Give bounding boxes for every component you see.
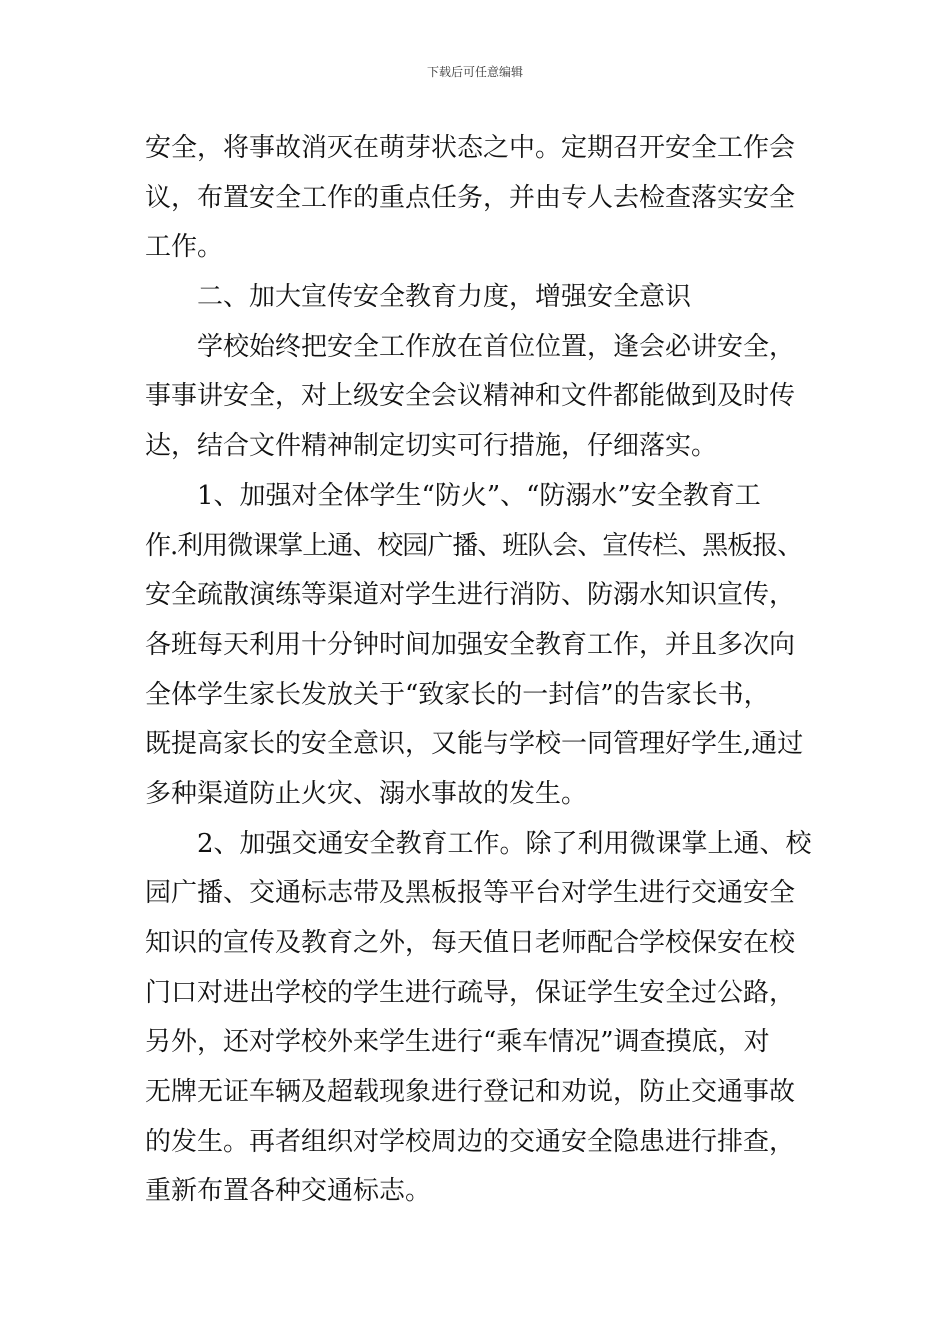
text-line: 重新布置各种交通标志。	[145, 1176, 432, 1207]
text-line: 达，结合文件精神制定切实可行措施，仔细落实。	[145, 431, 718, 462]
text-line: 全体学生家长发放关于“致家长的一封信”的告家长书，	[145, 679, 770, 710]
text-line: 无牌无证车辆及超载现象进行登记和劝说，防止交通事故	[145, 1077, 796, 1108]
text-line: 另外，还对学校外来学生进行“乘车情况”调查摸底，对	[145, 1027, 770, 1058]
text-line: 学校始终把安全工作放在首位位置，逢会必讲安全，	[197, 331, 796, 362]
text-line: 安全疏散演练等渠道对学生进行消防、防溺水知识宣传，	[145, 580, 796, 611]
text-line: 2、加强交通安全教育工作。除了利用微课掌上通、校	[197, 828, 812, 859]
text-line: 的发生。再者组织对学校周边的交通安全隐患进行排查，	[145, 1126, 796, 1157]
section-heading: 二、加大宣传安全教育力度，增强安全意识	[197, 282, 692, 313]
page-header: 下载后可任意编辑	[426, 65, 523, 79]
document-body	[145, 124, 815, 1217]
text-line: 议，布置安全工作的重点任务，并由专人去检查落实安全	[145, 182, 796, 213]
text-line: 1、加强对全体学生“防火”、“防溺水”安全教育工	[197, 480, 761, 511]
text-line: 安全，将事故消灭在萌芽状态之中。定期召开安全工作会	[145, 133, 796, 163]
text-line: 门口对进出学校的学生进行疏导，保证学生安全过公路，	[145, 977, 796, 1008]
text-line: 作.利用微课掌上通、校园广播、班队会、宣传栏、黑板报、	[145, 530, 803, 561]
text-line: 事事讲安全，对上级安全会议精神和文件都能做到及时传	[145, 381, 796, 412]
text-line: 既提高家长的安全意识，又能与学校一同管理好学生,通过	[145, 729, 804, 760]
text-line: 各班每天利用十分钟时间加强安全教育工作，并且多次向	[145, 629, 796, 660]
text-line: 工作。	[145, 232, 224, 263]
text-line: 知识的宣传及教育之外，每天值日老师配合学校保安在校	[145, 928, 796, 958]
text-line: 多种渠道防止火灾、溺水事故的发生。	[145, 778, 588, 809]
text-line: 园广播、交通标志带及黑板报等平台对学生进行交通安全	[145, 878, 796, 909]
